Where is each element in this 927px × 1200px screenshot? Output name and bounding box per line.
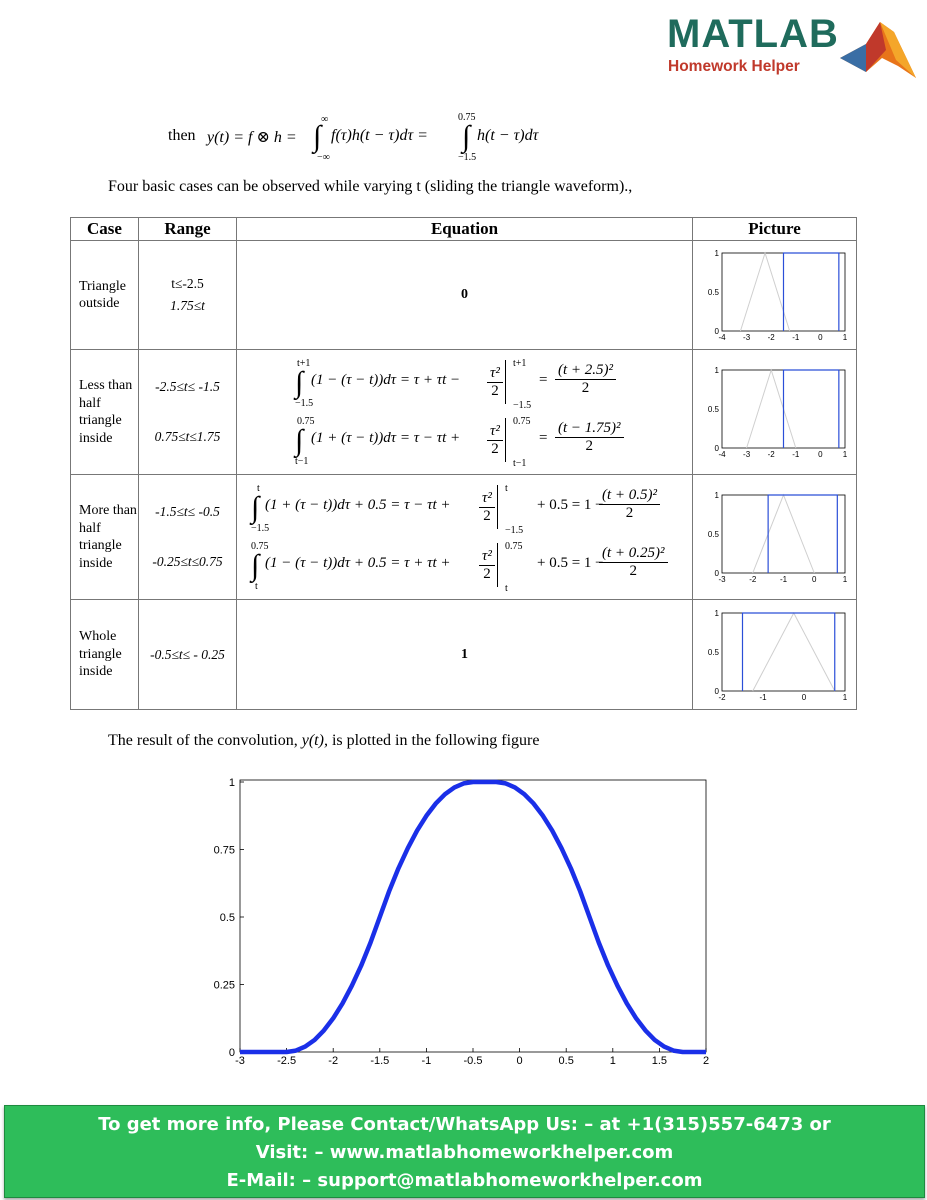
x-tick-label: -3 <box>235 1055 245 1067</box>
integral-sign: ∫ <box>313 120 322 153</box>
integral-lower: −∞ <box>317 152 330 163</box>
whole-triangle-plot <box>700 605 850 705</box>
x-tick-label: -4 <box>717 450 726 459</box>
y-tick-label: 1 <box>714 608 719 618</box>
x-tick-label: -1 <box>421 1055 432 1067</box>
x-tick-label: -2 <box>328 1055 339 1067</box>
table-row <box>71 600 857 710</box>
chart-frame <box>240 780 706 1052</box>
table-row <box>71 241 857 350</box>
integral-1-body: f(τ)h(t − τ)dτ = <box>331 127 428 144</box>
x-tick-label: -1 <box>779 575 787 584</box>
x-tick-label: 1 <box>842 575 847 584</box>
x-tick-label: 1.5 <box>651 1055 668 1067</box>
equation-lhs: y(t) = f ⊗ h = <box>207 129 297 146</box>
rectangle-pulse-line <box>742 613 834 691</box>
x-tick-label: -2 <box>767 450 775 459</box>
table-header-row <box>71 218 857 241</box>
range-cell: -1.5≤t≤ -0.5 -0.25≤t≤0.75 <box>139 475 237 600</box>
x-tick-label: -4 <box>717 333 726 342</box>
y-tick-label: 0.5 <box>707 405 719 414</box>
x-tick-label: 1 <box>609 1055 616 1067</box>
y-tick-label: 0 <box>714 686 719 696</box>
equation-line: 0.75 ∫ t−1 (1 + (τ − t))dτ = τ − τt + $\frac{\text{τ²}}{2}$ 0.75 t−1 = $\frac{\text{(t − 1.75)²}}{2}$ <box>237 412 692 470</box>
logo-title: MATLAB <box>667 12 839 56</box>
x-tick-label: 0.5 <box>558 1055 574 1067</box>
case-cell: Whole triangle inside <box>71 600 139 710</box>
case-cell: More than half triangle inside <box>71 475 139 600</box>
logo-subtitle: Homework Helper <box>668 58 800 75</box>
equation-line: t ∫ −1.5 (1 + (τ − t))dτ + 0.5 = τ − τt + $\frac{\text{τ²}}{2}$ t −1.5 + 0.5 = 1 − $\frac{\text{(t + 0.5)²}}{2}$ <box>237 479 692 537</box>
paragraph-2: The result of the convolution, y(t), is plotted in the following figure <box>108 732 540 749</box>
x-tick-label: -1 <box>791 333 799 342</box>
triangle-line <box>740 253 789 331</box>
integral-lower: −1.5 <box>458 152 477 163</box>
plot-frame <box>722 613 845 691</box>
x-tick-label: 1 <box>842 333 847 342</box>
range-cell: -2.5≤t≤ -1.5 0.75≤t≤1.75 <box>139 350 237 475</box>
x-tick-label: 2 <box>702 1055 710 1067</box>
series-line-y-t <box>240 782 706 1052</box>
y-tick-label: 0.25 <box>213 979 235 992</box>
equation-line: t+1 ∫ −1.5 (1 − (τ − t))dτ = τ + τt − $\frac{\text{τ²}}{2}$ t+1 −1.5 = $\frac{\text{(t + 2.5)²}}{2}$ <box>237 354 692 412</box>
case-cell: Less than half triangle inside <box>71 350 139 475</box>
x-tick-label: 0 <box>801 692 806 702</box>
y-tick-label: 0.5 <box>707 647 719 657</box>
header-equation: Equation <box>237 218 693 241</box>
header-range: Range <box>139 218 237 241</box>
equation-cell: 1 <box>237 600 693 710</box>
more-than-half-plot <box>700 487 850 587</box>
footer-email-line[interactable]: E-Mail: – support@matlabhomeworkhelper.com <box>226 1170 703 1191</box>
equation-group <box>237 354 692 470</box>
equation-cell <box>237 475 693 600</box>
triangle-outside-plot <box>700 245 850 345</box>
intro-equation <box>168 127 196 145</box>
y-tick-label: 1 <box>228 777 235 789</box>
equation-cell: 0 <box>237 241 693 350</box>
y-tick-label: 0.5 <box>707 530 719 539</box>
x-tick-label: 0 <box>811 575 816 584</box>
header-case: Case <box>71 218 139 241</box>
triangle-line <box>752 613 834 691</box>
integral-upper: ∞ <box>321 114 329 125</box>
header-picture: Picture <box>693 218 857 241</box>
x-tick-label: -2.5 <box>277 1055 297 1067</box>
less-than-half-plot <box>700 362 850 462</box>
footer-contact-line: To get more info, Please Contact/WhatsApp Us: – at +1(315)557-6473 or <box>98 1114 831 1135</box>
x-tick-label: 0 <box>817 450 823 459</box>
picture-cell <box>693 475 857 600</box>
x-tick-label: -3 <box>742 333 750 342</box>
y-tick-label: 0.5 <box>219 912 235 924</box>
table-row <box>71 475 857 600</box>
x-tick-label: -1 <box>791 450 799 459</box>
picture-cell <box>693 350 857 475</box>
equation-prefix: then <box>168 127 196 144</box>
x-tick-label: -2 <box>767 333 775 342</box>
rectangle-pulse-line <box>783 253 838 331</box>
x-tick-label: -3 <box>717 575 726 584</box>
triangle-line <box>752 495 814 573</box>
y-tick-label: 0.75 <box>213 844 235 857</box>
y-tick-label: 0.5 <box>707 288 719 297</box>
x-tick-label: -2 <box>717 692 726 702</box>
x-tick-label: -1.5 <box>370 1055 390 1067</box>
equation-cell <box>237 350 693 475</box>
y-tick-label: 0 <box>714 444 719 453</box>
plot-frame <box>722 495 845 573</box>
picture-cell <box>693 241 857 350</box>
x-tick-label: -0.5 <box>463 1055 483 1067</box>
y-tick-label: 0 <box>714 569 719 578</box>
integral-sign: ∫ <box>462 120 471 153</box>
x-tick-label: -2 <box>748 575 756 584</box>
matlab-membrane-icon <box>836 14 920 84</box>
equation-group <box>237 479 692 595</box>
picture-cell <box>693 600 857 710</box>
x-tick-label: 1 <box>842 692 847 702</box>
x-tick-label: -3 <box>742 450 750 459</box>
convolution-result-chart <box>200 775 720 1075</box>
x-tick-label: 0 <box>817 333 823 342</box>
table-row <box>71 350 857 475</box>
range-cell: -0.5≤t≤ - 0.25 <box>139 600 237 710</box>
integral-upper: 0.75 <box>458 112 476 123</box>
cases-table <box>70 217 857 710</box>
footer-website-line[interactable]: Visit: – www.matlabhomeworkhelper.com <box>255 1142 674 1163</box>
contact-footer <box>4 1105 925 1198</box>
triangle-line <box>746 370 795 448</box>
equation-line: 0.75 ∫ t (1 − (τ − t))dτ + 0.5 = τ + τt + $\frac{\text{τ²}}{2}$ 0.75 t + 0.5 = 1 − $\frac{\text{(t + 0.25)²}}{2}$ <box>237 537 692 595</box>
y-tick-label: 0 <box>714 327 719 336</box>
range-cell: t≤-2.5 1.75≤t <box>139 241 237 350</box>
x-tick-label: 0 <box>516 1055 523 1067</box>
paragraph-1: Four basic cases can be observed while varying t (sliding the triangle waveform)., <box>108 178 633 195</box>
y-tick-label: 1 <box>714 366 719 375</box>
y-tick-label: 1 <box>714 491 719 500</box>
y-tick-label: 0 <box>228 1047 235 1059</box>
y-tick-label: 1 <box>714 249 719 258</box>
x-tick-label: -1 <box>758 692 767 702</box>
case-cell: Triangle outside <box>71 241 139 350</box>
integral-2-body: h(t − τ)dτ <box>477 127 539 144</box>
x-tick-label: 1 <box>842 450 847 459</box>
